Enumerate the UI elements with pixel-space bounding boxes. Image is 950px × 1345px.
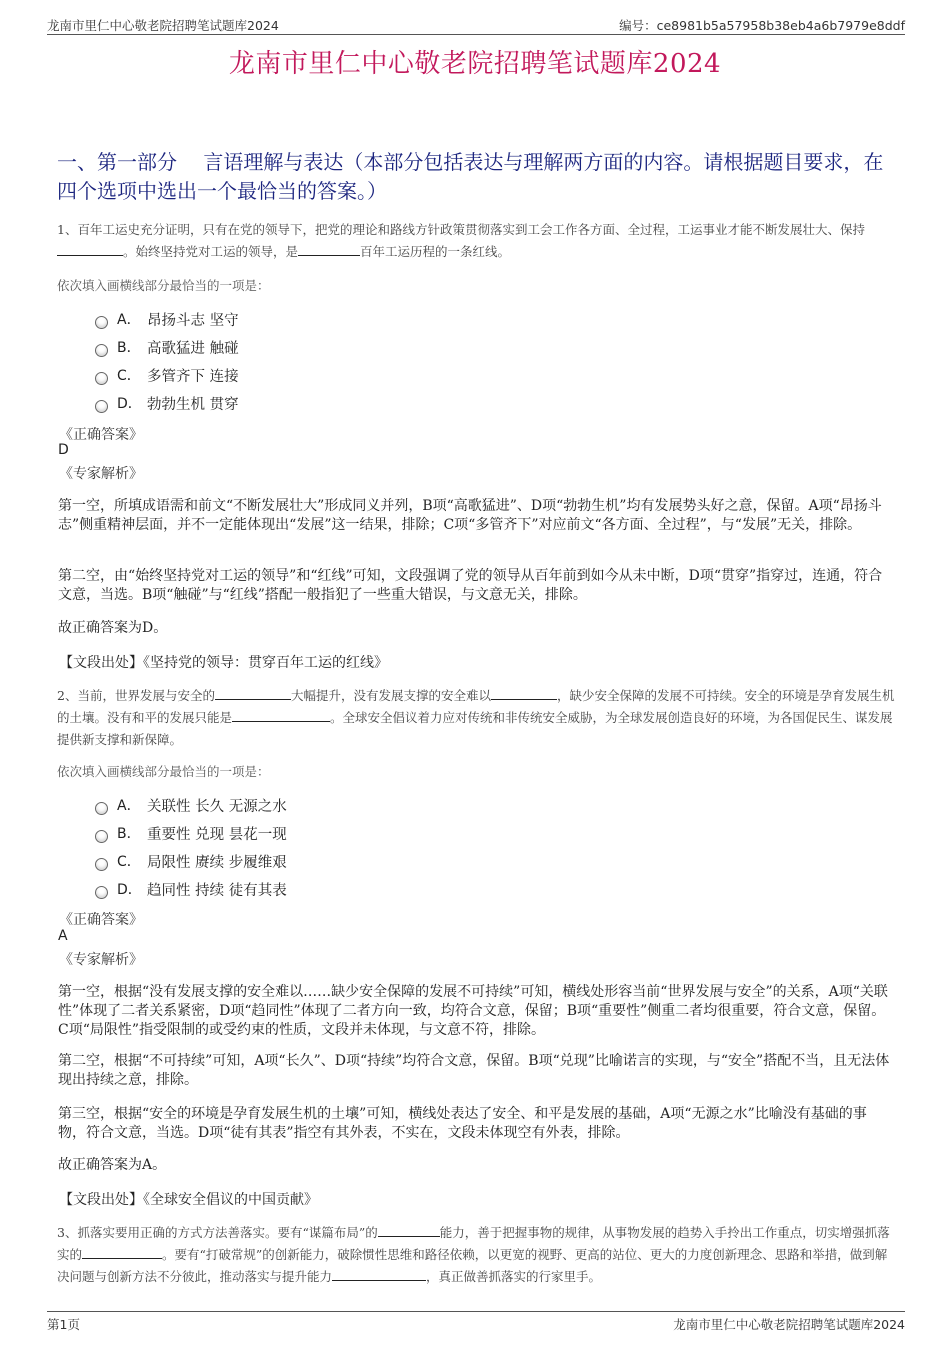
option-text: 趋同性 持续 徒有其表	[147, 882, 287, 899]
q2-answer-tag: 《正确答案》	[59, 912, 143, 928]
page-header	[47, 14, 905, 35]
q1-answer-tag: 《正确答案》	[59, 427, 143, 443]
option-letter: C．	[117, 854, 141, 870]
q2-blank-1	[215, 685, 291, 700]
section-heading: 一、第一部分 言语理解与表达（本部分包括表达与理解两方面的内容。请根据题目要求，在四个选项中选出一个最恰当的答案。）	[57, 150, 884, 203]
q1-fill-prompt: 依次填入画横线部分最恰当的一项是：	[57, 278, 270, 293]
q1-analysis-p3: 故正确答案为D。	[58, 620, 168, 636]
q2-options	[95, 791, 287, 903]
option-letter: C．	[117, 368, 141, 384]
q2-text-2: 大幅提升，没有发展支撑的安全难以	[290, 688, 491, 703]
option-letter: D．	[117, 396, 142, 412]
q2-analysis-p3: 第三空，根据“安全的环境是孕育发展生机的土壤”可知，横线处表达了安全、和平是发展的基础，A项“无源之水”比喻没有基础的事物，符合文意，当选。D项“徒有其表”指空有其外表，不实在，文段未体现空有外表，排除。	[58, 1106, 867, 1141]
q2-option-b[interactable]	[95, 819, 287, 847]
q1-option-b[interactable]	[95, 333, 239, 361]
q1-text-1: 1、百年工运史充分证明，只有在党的领导下，把党的理论和路线方针政策贯彻落实到工会工作各方面、全过程，工运事业才能不断发展壮大、保持	[57, 222, 865, 237]
radio-icon[interactable]	[95, 802, 108, 815]
radio-icon[interactable]	[95, 886, 108, 899]
q1-blank-2	[298, 241, 360, 256]
q3-blank-3	[332, 1266, 426, 1281]
question-3-stem	[57, 1222, 897, 1288]
radio-icon[interactable]	[95, 400, 108, 413]
q3-text-4: ，真正做善抓落实的行家里手。	[426, 1269, 602, 1284]
option-text: 多管齐下 连接	[147, 368, 239, 385]
option-text: 昂扬斗志 坚守	[147, 312, 239, 329]
option-text: 勃勃生机 贯穿	[147, 396, 239, 413]
q2-blank-2	[491, 685, 557, 700]
q2-option-d[interactable]	[95, 875, 287, 903]
footer-doc-title: 龙南市里仁中心敬老院招聘笔试题库2024	[673, 1317, 905, 1332]
q3-text-3: 。要有“打破常规”的创新能力，破除惯性思维和路径依赖，以更宽的视野、更高的站位、更大的力度创新理念、思路和举措，做到解决问题与创新方法不分彼此，推动落实与提升能力	[57, 1247, 888, 1284]
q1-option-d[interactable]	[95, 389, 239, 417]
q3-text-2: 能力，善于把握事物的规律，从事物发展的趋势入手拎出工作重点，切实增强抓落实的	[57, 1225, 890, 1262]
q2-option-a[interactable]	[95, 791, 287, 819]
q1-source: 【文段出处】《坚持党的领导：贯穿百年工运的红线》	[59, 655, 388, 671]
option-text: 重要性 兑现 昙花一现	[147, 826, 287, 843]
q1-analysis-p1: 第一空，所填成语需和前文“不断发展壮大”形成同义并列，B项“高歌猛进”、D项“勃勃生机”均有发展势头好之意，保留。A项“昂扬斗志”侧重精神层面，并不一定能体现出“发展”这一结果，排除；C项“多管齐下”对应前文“各方面、全过程”，与“发展”无关，排除。	[58, 498, 882, 533]
q3-blank-1	[378, 1222, 440, 1237]
q2-text-1: 2、当前，世界发展与安全的	[57, 688, 215, 703]
page-title: 龙南市里仁中心敬老院招聘笔试题库2024	[228, 49, 722, 79]
radio-icon[interactable]	[95, 316, 108, 329]
radio-icon[interactable]	[95, 830, 108, 843]
q3-blank-2	[82, 1244, 162, 1259]
option-text: 高歌猛进 触碰	[147, 340, 239, 357]
option-text: 关联性 长久 无源之水	[147, 798, 287, 815]
q1-analysis-p2: 第二空，由“始终坚持党对工运的领导”和“红线”可知，文段强调了党的领导从百年前到如今从未中断，D项“贯穿”指穿过，连通，符合文意，当选。B项“触碰”与“红线”搭配一般指犯了一些重大错误，与文意无关，排除。	[58, 568, 883, 603]
q2-text-3: ，缺少安全保障的发展不可持续。安全的环境是孕育发展生机的土壤。没有和平的发展只能是	[57, 688, 895, 725]
q1-option-a[interactable]	[95, 305, 239, 333]
q2-option-c[interactable]	[95, 847, 287, 875]
option-letter: A．	[117, 312, 141, 328]
q3-text-1: 3、抓落实要用正确的方式方法善落实。要有“谋篇布局”的	[57, 1225, 378, 1240]
option-letter: D．	[117, 882, 142, 898]
radio-icon[interactable]	[95, 372, 108, 385]
q1-text-2: 。始终坚持党对工运的领导，是	[123, 244, 299, 259]
q2-analysis-p4: 故正确答案为A。	[58, 1157, 167, 1173]
question-2-stem	[57, 685, 897, 751]
q2-analysis-p2: 第二空，根据“不可持续”可知，A项“长久”、D项“持续”均符合文意，保留。B项“兑现”比喻诺言的实现，与“安全”搭配不当，且无法体现出持续之意，排除。	[58, 1053, 890, 1088]
q1-answer: D	[58, 442, 69, 458]
header-doc-id: 编号：ce8981b5a57958b38eb4a6b7979e8ddf	[619, 18, 905, 33]
question-1-stem	[57, 219, 897, 263]
radio-icon[interactable]	[95, 858, 108, 871]
q2-blank-3	[232, 707, 330, 722]
q2-text-4: 。全球安全倡议着力应对传统和非传统安全威胁，为全球发展创造良好的环境，为各国促民生、谋发展提供新支撑和新保障。	[57, 710, 893, 747]
option-letter: A．	[117, 798, 141, 814]
q1-analysis-tag: 《专家解析》	[59, 466, 143, 482]
q1-option-c[interactable]	[95, 361, 239, 389]
option-letter: B．	[117, 340, 141, 356]
q2-fill-prompt: 依次填入画横线部分最恰当的一项是：	[57, 764, 270, 779]
q1-blank-1	[57, 241, 123, 256]
page-footer	[47, 1311, 905, 1334]
option-text: 局限性 赓续 步履维艰	[147, 854, 287, 871]
header-doc-title: 龙南市里仁中心敬老院招聘笔试题库2024	[47, 18, 279, 33]
footer-page-number: 第1页	[47, 1317, 80, 1332]
q1-options	[95, 305, 239, 417]
q2-source: 【文段出处】《全球安全倡议的中国贡献》	[59, 1192, 318, 1208]
radio-icon[interactable]	[95, 344, 108, 357]
q1-text-3: 百年工运历程的一条红线。	[360, 244, 511, 259]
q2-analysis-p1: 第一空，根据“没有发展支撑的安全难以……缺少安全保障的发展不可持续”可知，横线处形容当前“世界发展与安全”的关系，A项“关联性”体现了二者关系紧密，D项“趋同性”体现了二者方向一致，均符合文意，保留；B项“重要性”侧重二者均很重要，符合文意，保留。C项“局限性”指受限制的或受约束的性质，文段并未体现，与文意不符，排除。	[58, 984, 888, 1038]
q2-answer: A	[58, 928, 68, 944]
option-letter: B．	[117, 826, 141, 842]
q2-analysis-tag: 《专家解析》	[59, 952, 143, 968]
